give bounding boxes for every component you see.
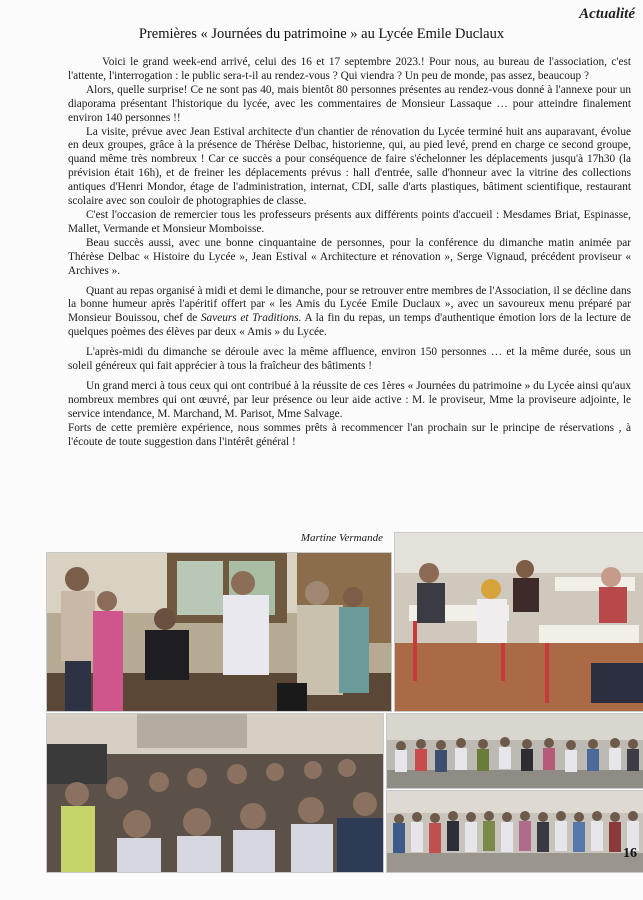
photo-dining-hall-image	[395, 533, 643, 711]
page-number: 16	[623, 846, 637, 861]
paragraph: Alors, quelle surprise! Ce ne sont pas 40, mais bientôt 80 personnes présentes au rendez-vous donné à l'annexe pour un diaporama présentant l'historique du lycée, avec les commentaires de Monsieur Lassaque … pour atteindre finalement environ 140 personnes !!	[68, 83, 631, 124]
photo-speakers-image	[47, 553, 391, 711]
photo-speakers	[46, 552, 392, 712]
photo-conference-audience-image	[47, 714, 383, 872]
paragraph: Forts de cette première expérience, nous sommes prêts à recommencer l'an prochain sur le principe de réservations , à l'écoute de toute suggestion dans l'intérêt général !	[68, 421, 631, 448]
photo-courtyard-crowd-top-image	[387, 714, 643, 788]
paragraph: Voici le grand week-end arrivé, celui des 16 et 17 septembre 2023.! Pour nous, au bureau de l'association, c'est l'attente, l'interrogation : le public sera-t-il au rendez-vous ? Qui viendra ? Un peu de monde, pas assez, beaucoup ?	[68, 56, 631, 82]
paragraph-text: Quant au repas organisé à midi et demi le dimanche, pour se retrouver entre membres de l'Association, il se décline dans la bonne humeur après l'apéritif offert par « les Amis du Lycée Emile Duclaux », avec un savoureux menu préparé par Monsieur Bouissou, chef de	[68, 284, 631, 325]
paragraph-text: A la fin du repas, un temps d'authentique émotion lors de la lecture de quelques poèmes des élèves par deux « Amis » du Lycée.	[68, 312, 631, 339]
article-body	[68, 56, 631, 449]
photo-courtyard-group	[386, 790, 643, 873]
paragraph: C'est l'occasion de remercier tous les professeurs présents aux différents points d'accueil : Mesdames Briat, Espinasse, Mallet, Vermande et Monsieur Momboisse.	[68, 208, 631, 235]
paragraph: Beau succès aussi, avec une bonne cinquantaine de personnes, pour la conférence du dimanche matin animée par Thérèse Delbac « Histoire du Lycée », Jean Estival « Architecture et rénovation », Serge Vignaud, précédent proviseur « Archives ».	[68, 236, 631, 277]
restaurant-name: Saveurs et Traditions.	[200, 312, 302, 325]
photo-dining-hall	[394, 532, 643, 712]
author-signature: Martine Vermande	[300, 532, 383, 544]
paragraph	[68, 285, 631, 341]
photo-courtyard-crowd-top	[386, 713, 643, 789]
article-title: Premières « Journées du patrimoine » au Lycée Emile Duclaux	[138, 26, 505, 42]
section-tag: Actualité	[579, 6, 635, 22]
paragraph: L'après-midi du dimanche se déroule avec la même affluence, environ 150 personnes … et la même durée, sous un soleil généreux qui fait apprécier à tous la fraîcheur des bâtiments !	[68, 346, 631, 373]
paragraph: La visite, prévue avec Jean Estival architecte d'un chantier de rénovation du Lycée terminé huit ans auparavant, évolue en deux groupes, grâce à la présence de Thérèse Delbac, historienne, qui, au pied levé, prend en charge ce second groupe, quand même très nombreux ! Car ce succès a pour conséquence de faire s'échelonner les déplacements jusqu'à 17h30 (la prévision était 16h), et de freiner les déplacements prévus : hall d'entrée, salle d'honneur avec la vitrine des collections antiques d'Henri Mondor, étage de l'administration, internat, CDI, salle d'arts plastiques, bâtiment scientifique, restaurant scolaire avec son couloir de photographies de classe.	[68, 125, 631, 208]
paragraph: Un grand merci à tous ceux qui ont contribué à la réussite de ces 1ères « Journées du patrimoine » du Lycée ainsi qu'aux nombreux membres qui ont œuvré, par leur présence ou leur aide active : M. le proviseur, Mme la proviseure adjointe, le service intendance, M. Marchand, M. Parisot, Mme Salvage.	[68, 379, 631, 420]
photo-conference-audience	[46, 713, 384, 873]
photo-courtyard-group-image	[387, 791, 643, 872]
